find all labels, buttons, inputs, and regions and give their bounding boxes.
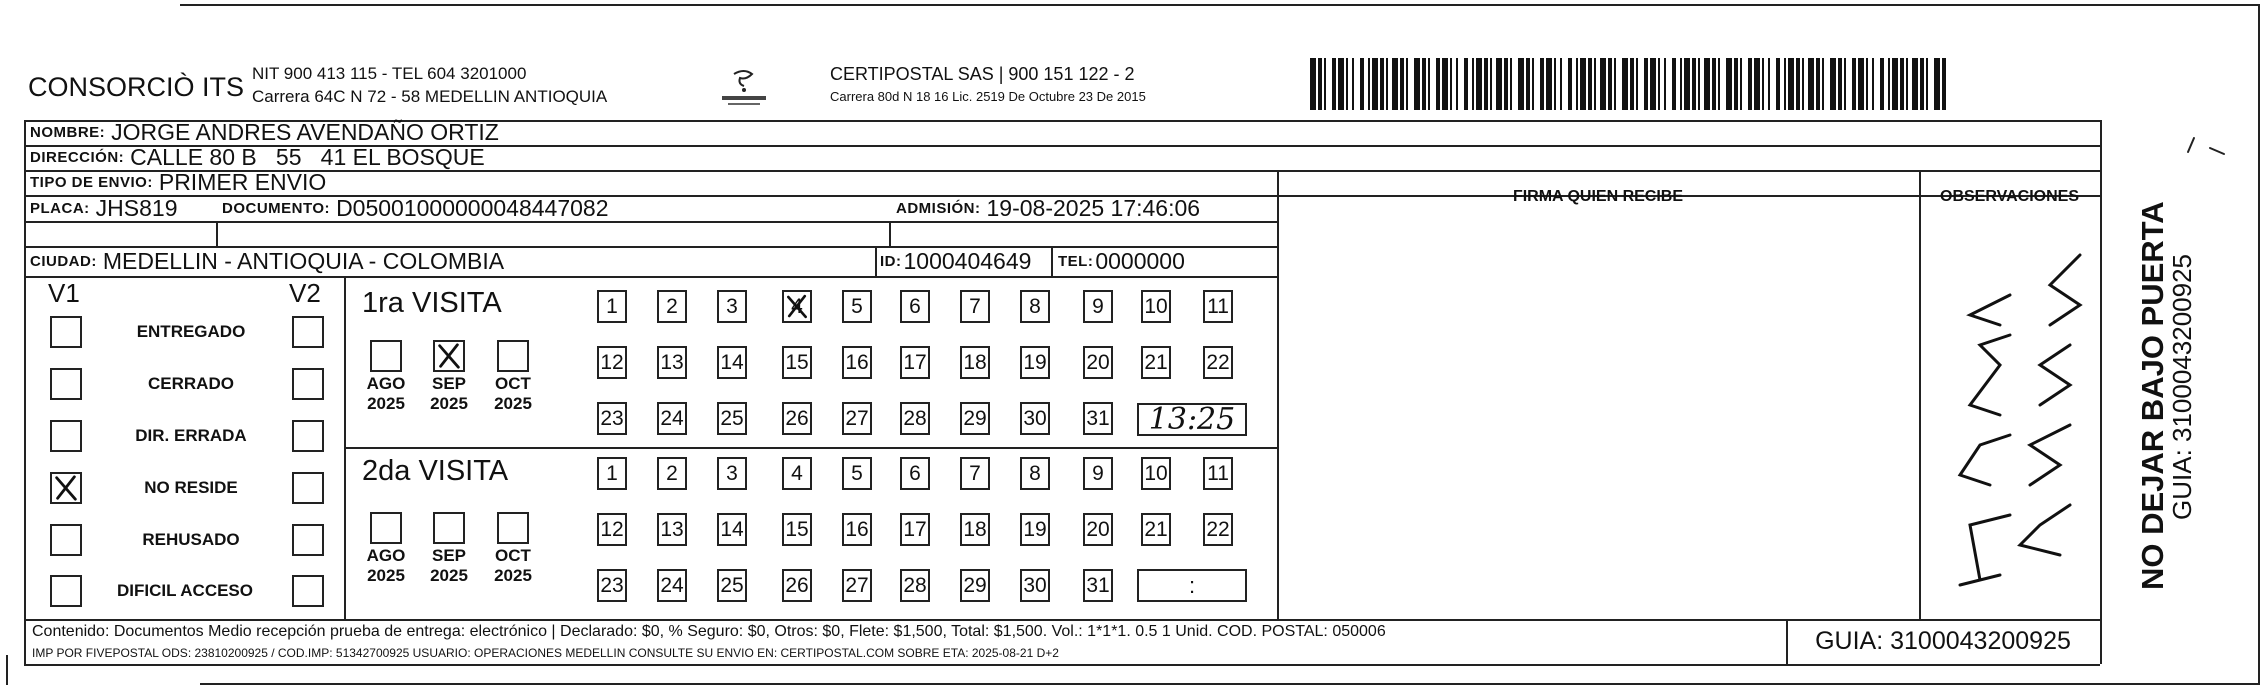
visit2-day-box[interactable]: 12 <box>597 513 627 546</box>
id-row <box>880 246 1031 276</box>
direccion-label: DIRECCIÓN: <box>30 149 125 166</box>
grid-line <box>344 276 346 619</box>
ciudad-label: CIUDAD: <box>30 252 97 270</box>
barcode-bar <box>1436 58 1440 110</box>
visit1-month-checkbox[interactable] <box>497 340 529 372</box>
visit1-day-box[interactable]: 20 <box>1083 346 1113 379</box>
barcode <box>1310 58 1946 110</box>
v2-checkbox[interactable] <box>292 472 324 504</box>
visit2-day-box[interactable]: 30 <box>1020 569 1050 602</box>
admision-row <box>896 195 1200 221</box>
direccion-row <box>30 145 485 170</box>
barcode-bar <box>1802 58 1804 110</box>
barcode-bar <box>1332 58 1336 110</box>
visit1-day-box[interactable]: 13 <box>657 346 687 379</box>
visit1-day-box[interactable]: 12 <box>597 346 627 379</box>
nombre-row <box>30 120 499 145</box>
barcode-bar <box>1490 58 1492 110</box>
visit2-month-checkbox[interactable] <box>497 512 529 544</box>
visit1-month-label: AGO 2025 <box>366 374 406 413</box>
barcode-bar <box>1368 58 1370 110</box>
bottom-border <box>200 683 2260 685</box>
visit2-day-box[interactable]: 16 <box>842 513 872 546</box>
observaciones-header: OBSERVACIONES <box>1940 188 2079 205</box>
signature-header: FIRMA QUIEN RECIBE <box>1512 188 1684 205</box>
visit1-day-box[interactable]: 9 <box>1083 290 1113 323</box>
visit1-day-box[interactable]: 11 <box>1203 290 1233 323</box>
visit2-day-box[interactable]: 14 <box>717 513 747 546</box>
visit1-day-box[interactable]: 30 <box>1020 402 1050 435</box>
barcode-bar <box>1934 58 1940 110</box>
visit2-day-box[interactable]: 15 <box>782 513 812 546</box>
grid-line <box>1277 170 1279 619</box>
tipo-envio-row <box>30 170 326 195</box>
visit2-month-checkbox[interactable] <box>433 512 465 544</box>
barcode-bar <box>1926 58 1928 110</box>
barcode-bar <box>1754 58 1760 110</box>
sender-address: Carrera 64C N 72 - 58 MEDELLIN ANTIOQUIA <box>252 87 608 106</box>
visit1-day-box[interactable]: 5 <box>842 290 872 323</box>
visit2-day-box[interactable]: 6 <box>900 457 930 490</box>
barcode-bar <box>1630 58 1634 110</box>
barcode-bar <box>1650 58 1656 110</box>
grid-line <box>24 664 2100 666</box>
barcode-bar <box>1942 58 1946 110</box>
barcode-bar <box>1346 58 1348 110</box>
visit1-day-box[interactable]: 1 <box>597 290 627 323</box>
barcode-bar <box>1852 58 1856 110</box>
barcode-bar <box>1406 58 1408 110</box>
placa-row <box>30 195 178 221</box>
barcode-bar <box>1422 58 1426 110</box>
visit2-day-box[interactable]: 18 <box>960 513 990 546</box>
grid-line <box>1919 170 1921 619</box>
nombre-value: JORGE ANDRES AVENDAÑO ORTIZ <box>111 119 499 145</box>
grid-line <box>24 120 26 664</box>
courier-name: CERTIPOSTAL SAS | 900 151 122 - 2 <box>830 64 1135 84</box>
barcode-bar <box>1698 58 1700 110</box>
barcode-bar <box>1450 58 1452 110</box>
barcode-bar <box>1726 58 1732 110</box>
visit1-day-box[interactable]: 18 <box>960 346 990 379</box>
visit1-day-box[interactable]: 7 <box>960 290 990 323</box>
v1-label: V1 <box>48 278 80 308</box>
documento-row <box>222 195 609 221</box>
grid-line <box>24 276 1277 278</box>
v2-label: V2 <box>289 278 321 308</box>
barcode-bar <box>1788 58 1794 110</box>
barcode-bar <box>1400 58 1404 110</box>
visit1-day-box[interactable]: 3 <box>717 290 747 323</box>
v2-checkbox[interactable] <box>292 368 324 400</box>
visit1-day-box[interactable]: 16 <box>842 346 872 379</box>
visit1-time-box[interactable]: 13:25 <box>1137 403 1247 436</box>
barcode-bar <box>1844 58 1846 110</box>
barcode-bar <box>1776 58 1780 110</box>
visit1-day-box[interactable]: 15 <box>782 346 812 379</box>
side-notice: NO DEJAR BAJO PUERTA <box>2135 201 2170 590</box>
barcode-bar <box>1588 58 1592 110</box>
courier-address: Carrera 80d N 18 16 Lic. 2519 De Octubre 23 De 2015 <box>830 89 1146 104</box>
grid-line <box>216 221 218 246</box>
barcode-bar <box>1546 58 1552 110</box>
barcode-bar <box>1872 58 1874 110</box>
grid-line <box>1051 246 1053 276</box>
side-guia: GUIA: 3100043200925 <box>2167 254 2197 520</box>
visit1-month-checkbox[interactable] <box>370 340 402 372</box>
barcode-bar <box>1684 58 1690 110</box>
visit2-day-box[interactable]: 25 <box>717 569 747 602</box>
barcode-bar <box>1704 58 1710 110</box>
barcode-bar <box>1658 58 1660 110</box>
visit2-day-box[interactable]: 22 <box>1203 513 1233 546</box>
barcode-bar <box>1560 58 1562 110</box>
barcode-bar <box>1796 58 1800 110</box>
visit2-day-box[interactable]: 11 <box>1203 457 1233 490</box>
barcode-bar <box>1532 58 1534 110</box>
barcode-bar <box>1510 58 1512 110</box>
barcode-bar <box>1748 58 1752 110</box>
visit2-day-box[interactable]: 8 <box>1020 457 1050 490</box>
barcode-bar <box>1830 58 1836 110</box>
barcode-bar <box>1338 58 1344 110</box>
sender-nit: NIT 900 413 115 - TEL 604 3201000 <box>252 64 527 83</box>
visit1-day-box[interactable]: 25 <box>717 402 747 435</box>
barcode-bar <box>1900 58 1904 110</box>
barcode-bar <box>1622 58 1628 110</box>
barcode-bar <box>1784 58 1786 110</box>
visit2-day-box[interactable]: 10 <box>1141 457 1171 490</box>
barcode-bar <box>1762 58 1764 110</box>
barcode-bar <box>1386 58 1388 110</box>
v2-checkbox[interactable] <box>292 316 324 348</box>
visit2-day-box[interactable]: 4 <box>782 457 812 490</box>
visit2-month-checkbox[interactable] <box>370 512 402 544</box>
barcode-bar <box>1614 58 1616 110</box>
visit2-day-box[interactable]: 2 <box>657 457 687 490</box>
barcode-bar <box>1576 58 1578 110</box>
barcode-bar <box>1496 58 1502 110</box>
barcode-bar <box>1568 58 1572 110</box>
visit2-day-box[interactable]: 21 <box>1141 513 1171 546</box>
handwritten-observation <box>1940 225 2090 605</box>
barcode-bar <box>1360 58 1364 110</box>
visit1-day-box[interactable]: 21 <box>1141 346 1171 379</box>
status-option-label: DIR. ERRADA <box>135 426 247 445</box>
barcode-bar <box>1594 58 1596 110</box>
visit1-day-box[interactable]: 27 <box>842 402 872 435</box>
tel-value: 0000000 <box>1095 247 1185 274</box>
visit1-day-box[interactable]: 28 <box>900 402 930 435</box>
barcode-bar <box>1680 58 1682 110</box>
status-option-label: DIFICIL ACCESO <box>116 581 253 600</box>
visit2-time-box[interactable]: : <box>1137 569 1247 602</box>
visit2-day-box[interactable]: 1 <box>597 457 627 490</box>
visit1-title: 1ra VISITA <box>362 287 502 319</box>
barcode-bar <box>1414 58 1420 110</box>
barcode-bar <box>1912 58 1918 110</box>
visit1-day-box[interactable]: 4 <box>782 290 812 323</box>
footer-line1: Contenido: Documentos Medio recepción prueba de entrega: electrónico | Declarado: $0, % Seguro: $0, Otros: $0, Flete: $1,500, Total: $1,500. Vol.: 1*1*1. 0.5 1 Unid. COD. POSTAL: 050006 <box>32 623 1386 640</box>
barcode-bar <box>1734 58 1738 110</box>
visit2-day-box[interactable]: 27 <box>842 569 872 602</box>
v2-checkbox[interactable] <box>292 575 324 607</box>
barcode-bar <box>1858 58 1864 110</box>
barcode-bar <box>1740 58 1742 110</box>
v1-checkbox[interactable] <box>50 316 82 348</box>
grid-line <box>875 246 877 276</box>
visit1-day-box[interactable]: 6 <box>900 290 930 323</box>
placa-value: JHS819 <box>95 194 178 221</box>
barcode-bar <box>1518 58 1524 110</box>
id-label: ID: <box>880 252 902 270</box>
top-border <box>180 4 2260 6</box>
visit2-title: 2da VISITA <box>362 455 509 487</box>
barcode-bar <box>1472 58 1474 110</box>
visit1-month-checkbox[interactable] <box>433 340 465 372</box>
visit1-day-box[interactable]: 22 <box>1203 346 1233 379</box>
barcode-bar <box>1920 58 1924 110</box>
pen-mark <box>2180 130 2230 160</box>
barcode-bar <box>1692 58 1696 110</box>
barcode-bar <box>1464 58 1468 110</box>
visit2-day-box[interactable]: 13 <box>657 513 687 546</box>
nombre-label: NOMBRE: <box>30 124 106 141</box>
v2-checkbox[interactable] <box>292 524 324 556</box>
visit1-day-box[interactable]: 17 <box>900 346 930 379</box>
visit2-day-box[interactable]: 9 <box>1083 457 1113 490</box>
barcode-bar <box>1352 58 1354 110</box>
visit2-month-label: OCT 2025 <box>494 546 532 585</box>
grid-line <box>2100 120 2102 664</box>
grid-line <box>889 221 891 246</box>
admision-value: 19-08-2025 17:46:06 <box>986 194 1201 221</box>
v1-checkbox[interactable] <box>50 420 82 452</box>
barcode-bar <box>1580 58 1586 110</box>
status-option-label: CERRADO <box>148 374 234 393</box>
barcode-bar <box>1664 58 1666 110</box>
barcode-bar <box>1816 58 1820 110</box>
barcode-bar <box>1428 58 1430 110</box>
tipo-envio-value: PRIMER ENVIO <box>158 169 327 195</box>
barcode-bar <box>1310 58 1316 110</box>
visit1-month-label: SEP 2025 <box>430 374 468 413</box>
documento-label: DOCUMENTO: <box>222 199 331 217</box>
barcode-bar <box>1318 58 1322 110</box>
barcode-bar <box>1906 58 1908 110</box>
barcode-bar <box>1442 58 1448 110</box>
tel-row <box>1058 246 1185 276</box>
v1-checkbox[interactable] <box>50 575 82 607</box>
barcode-bar <box>1504 58 1508 110</box>
admision-label: ADMISIÓN: <box>896 199 981 217</box>
placa-label: PLACA: <box>30 199 90 217</box>
barcode-bar <box>1324 58 1326 110</box>
ciudad-row <box>30 246 504 276</box>
ciudad-value: MEDELLIN - ANTIOQUIA - COLOMBIA <box>102 247 505 274</box>
visit2-month-label: AGO 2025 <box>366 546 406 585</box>
visit2-day-box[interactable]: 31 <box>1083 569 1113 602</box>
v1-checkbox[interactable] <box>50 368 82 400</box>
visit2-month-label: SEP 2025 <box>430 546 468 585</box>
barcode-bar <box>1822 58 1824 110</box>
visit2-day-box[interactable]: 28 <box>900 569 930 602</box>
tel-label: TEL: <box>1058 252 1094 270</box>
visit1-day-box[interactable]: 8 <box>1020 290 1050 323</box>
visit2-day-box[interactable]: 19 <box>1020 513 1050 546</box>
barcode-bar <box>1554 58 1556 110</box>
barcode-bar <box>1888 58 1890 110</box>
v2-checkbox[interactable] <box>292 420 324 452</box>
status-option-label: ENTREGADO <box>136 322 246 341</box>
id-value: 1000404649 <box>903 247 1032 274</box>
barcode-bar <box>1608 58 1612 110</box>
grid-line <box>344 447 1277 449</box>
barcode-bar <box>1866 58 1868 110</box>
footer-guia: GUIA: 3100043200925 <box>1815 627 2071 655</box>
visit1-day-box[interactable]: 29 <box>960 402 990 435</box>
visit1-day-box[interactable]: 14 <box>717 346 747 379</box>
visit2-day-box[interactable]: 17 <box>900 513 930 546</box>
barcode-bar <box>1672 58 1676 110</box>
visit1-day-box[interactable]: 26 <box>782 402 812 435</box>
visit2-day-box[interactable]: 20 <box>1083 513 1113 546</box>
barcode-bar <box>1392 58 1398 110</box>
barcode-bar <box>1808 58 1814 110</box>
barcode-bar <box>1892 58 1898 110</box>
barcode-bar <box>1456 58 1458 110</box>
barcode-bar <box>1526 58 1530 110</box>
visit1-day-box[interactable]: 19 <box>1020 346 1050 379</box>
barcode-bar <box>1712 58 1716 110</box>
v1-checkbox[interactable] <box>50 472 82 504</box>
barcode-bar <box>1484 58 1488 110</box>
left-edge-tick <box>6 655 8 685</box>
sender-name: CONSORCIÒ ITS <box>28 72 245 102</box>
visit1-day-box[interactable]: 23 <box>597 402 627 435</box>
barcode-bar <box>1372 58 1378 110</box>
barcode-bar <box>1380 58 1384 110</box>
visit1-day-box[interactable]: 2 <box>657 290 687 323</box>
visit2-day-box[interactable]: 26 <box>782 569 812 602</box>
barcode-bar <box>1540 58 1544 110</box>
documento-value: D05001000000048447082 <box>336 194 609 221</box>
barcode-bar <box>1476 58 1482 110</box>
visit1-day-box[interactable]: 10 <box>1141 290 1171 323</box>
barcode-bar <box>1636 58 1638 110</box>
status-option-label: NO RESIDE <box>144 478 238 497</box>
v1-checkbox[interactable] <box>50 524 82 556</box>
visit2-day-box[interactable]: 24 <box>657 569 687 602</box>
visit1-day-box[interactable]: 31 <box>1083 402 1113 435</box>
certipostal-logo-icon <box>716 66 772 110</box>
tipo-envio-label: TIPO DE ENVIO: <box>30 174 153 191</box>
right-border <box>2258 4 2260 684</box>
barcode-bar <box>1838 58 1842 110</box>
barcode-bar <box>1600 58 1606 110</box>
status-option-label: REHUSADO <box>142 530 240 549</box>
visit2-day-box[interactable]: 5 <box>842 457 872 490</box>
footer-line2: IMP POR FIVEPOSTAL ODS: 23810200925 / COD.IMP: 51342700925 USUARIO: OPERACIONES MEDELLIN CONSULTE SU ENVIO EN: CERTIPOSTAL.COM SOBRE ETA: 2025-08-21 D+2 <box>32 646 1059 660</box>
barcode-bar <box>1880 58 1884 110</box>
barcode-bar <box>1644 58 1648 110</box>
visit2-day-box[interactable]: 7 <box>960 457 990 490</box>
barcode-bar <box>1768 58 1770 110</box>
visit2-day-box[interactable]: 29 <box>960 569 990 602</box>
visit2-day-box[interactable]: 23 <box>597 569 627 602</box>
direccion-value: CALLE 80 B 55 41 EL BOSQUE <box>130 144 485 170</box>
visit1-day-box[interactable]: 24 <box>657 402 687 435</box>
visit1-month-label: OCT 2025 <box>494 374 532 413</box>
barcode-bar <box>1718 58 1720 110</box>
visit2-day-box[interactable]: 3 <box>717 457 747 490</box>
